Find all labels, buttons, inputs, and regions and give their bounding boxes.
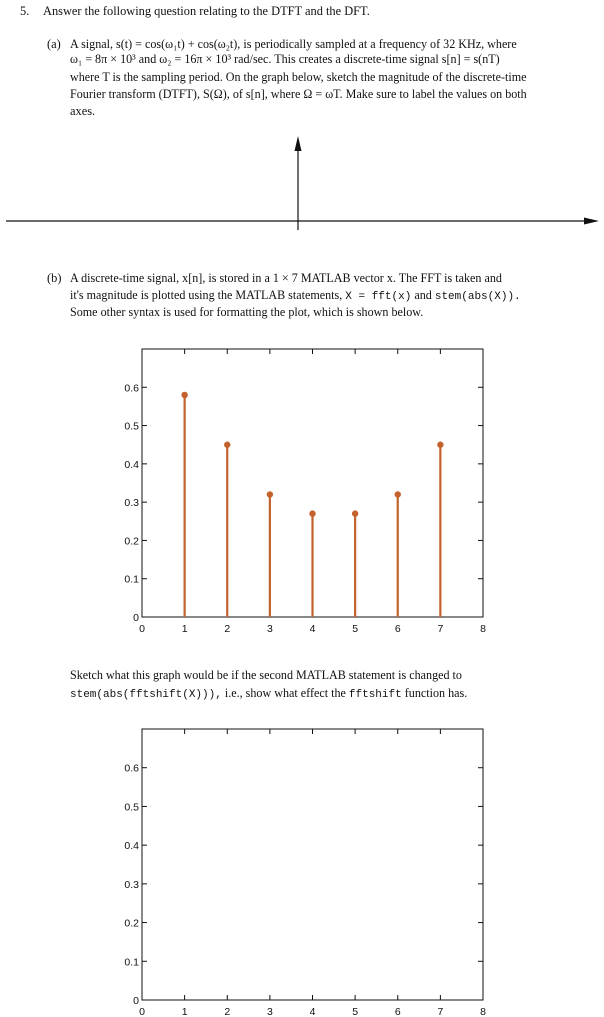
y-tick-label: 0.4 — [124, 840, 139, 853]
y-tick-label: 0.5 — [124, 420, 139, 433]
problem-number: 5. — [20, 4, 30, 18]
fft-statement: X = fft(x) — [345, 291, 412, 303]
x-tick-label: 0 — [139, 1006, 145, 1017]
x-tick-label: 7 — [437, 1006, 444, 1017]
x-tick-label: 8 — [480, 1006, 486, 1017]
x-tick-label: 2 — [224, 1006, 231, 1017]
x-tick-label: 6 — [394, 1006, 401, 1017]
part-a-line-3: where T is the sampling period. On the graph below, sketch the magnitude of the discrete-time — [70, 70, 527, 84]
x-tick-label: 7 — [437, 623, 444, 635]
y-tick-label: 0.2 — [124, 917, 139, 930]
fftshift-keyword: fftshift — [348, 689, 402, 701]
sketch-ie-text: i.e., show what effect the — [224, 686, 346, 700]
x-tick-label: 3 — [266, 623, 273, 635]
part-b-line-1: A discrete-time signal, x[n], is stored in a 1 × 7 MATLAB vector x. The FFT is taken and — [70, 271, 502, 285]
y-tick-label: 0.5 — [124, 801, 139, 814]
x-tick-label: 2 — [224, 623, 231, 635]
x-tick-label: 8 — [480, 623, 486, 635]
plot-frame — [142, 729, 483, 1000]
part-a-line-4: Fourier transform (DTFT), S(Ω), of s[n], where Ω = ωT. Make sure to label the values on both — [70, 87, 527, 101]
sketch-end-text: function has. — [404, 686, 468, 700]
x-tick-label: 4 — [309, 623, 316, 635]
y-tick-label: 0.3 — [124, 878, 139, 891]
stem-statement: stem(abs(X)). — [434, 291, 521, 303]
part-a-label: (a) — [47, 37, 61, 51]
part-b-line-2-and: and — [414, 288, 432, 302]
y-tick-label: 0.4 — [124, 458, 139, 471]
y-tick-label: 0.1 — [124, 956, 139, 969]
part-b-line-2-text: it's magnitude is plotted using the MATLAB statements, — [70, 288, 343, 302]
y-tick-label: 0.6 — [124, 382, 139, 395]
x-tick-label: 6 — [394, 623, 401, 635]
y-tick-label: 0 — [133, 612, 139, 624]
y-tick-label: 0.2 — [124, 535, 139, 548]
part-b-label: (b) — [47, 271, 62, 285]
y-tick-label: 0 — [133, 995, 139, 1007]
part-a-line-5: axes. — [70, 104, 96, 118]
y-tick-label: 0.6 — [124, 762, 139, 775]
y-tick-label: 0.1 — [124, 573, 139, 586]
part-a-line-2: ω₁ = 8π × 10³ and ω₂ = 16π × 10³ rad/sec. This creates a discrete-time signal s[n] = s(nT) — [70, 52, 500, 66]
fftshift-statement: stem(abs(fftshift(X))), — [70, 689, 222, 701]
x-tick-label: 0 — [139, 623, 145, 635]
y-tick-label: 0.3 — [124, 497, 139, 510]
x-tick-label: 1 — [181, 1006, 188, 1017]
x-tick-label: 5 — [352, 1006, 359, 1017]
part-a-line-1: A signal, s(t) = cos(ω₁t) + cos(ω₂t), is periodically sampled at a frequency of 32 KHz, where — [70, 37, 517, 51]
x-tick-label: 4 — [309, 1006, 316, 1017]
x-tick-label: 5 — [352, 623, 359, 635]
part-b-line-3: Some other syntax is used for formatting the plot, which is shown below. — [70, 305, 424, 319]
sketch-instruction-line-1: Sketch what this graph would be if the second MATLAB statement is changed to — [70, 668, 462, 682]
x-tick-label: 3 — [266, 1006, 273, 1017]
x-tick-label: 1 — [181, 623, 188, 635]
problem-heading: Answer the following question relating to the DTFT and the DFT. — [43, 4, 370, 18]
